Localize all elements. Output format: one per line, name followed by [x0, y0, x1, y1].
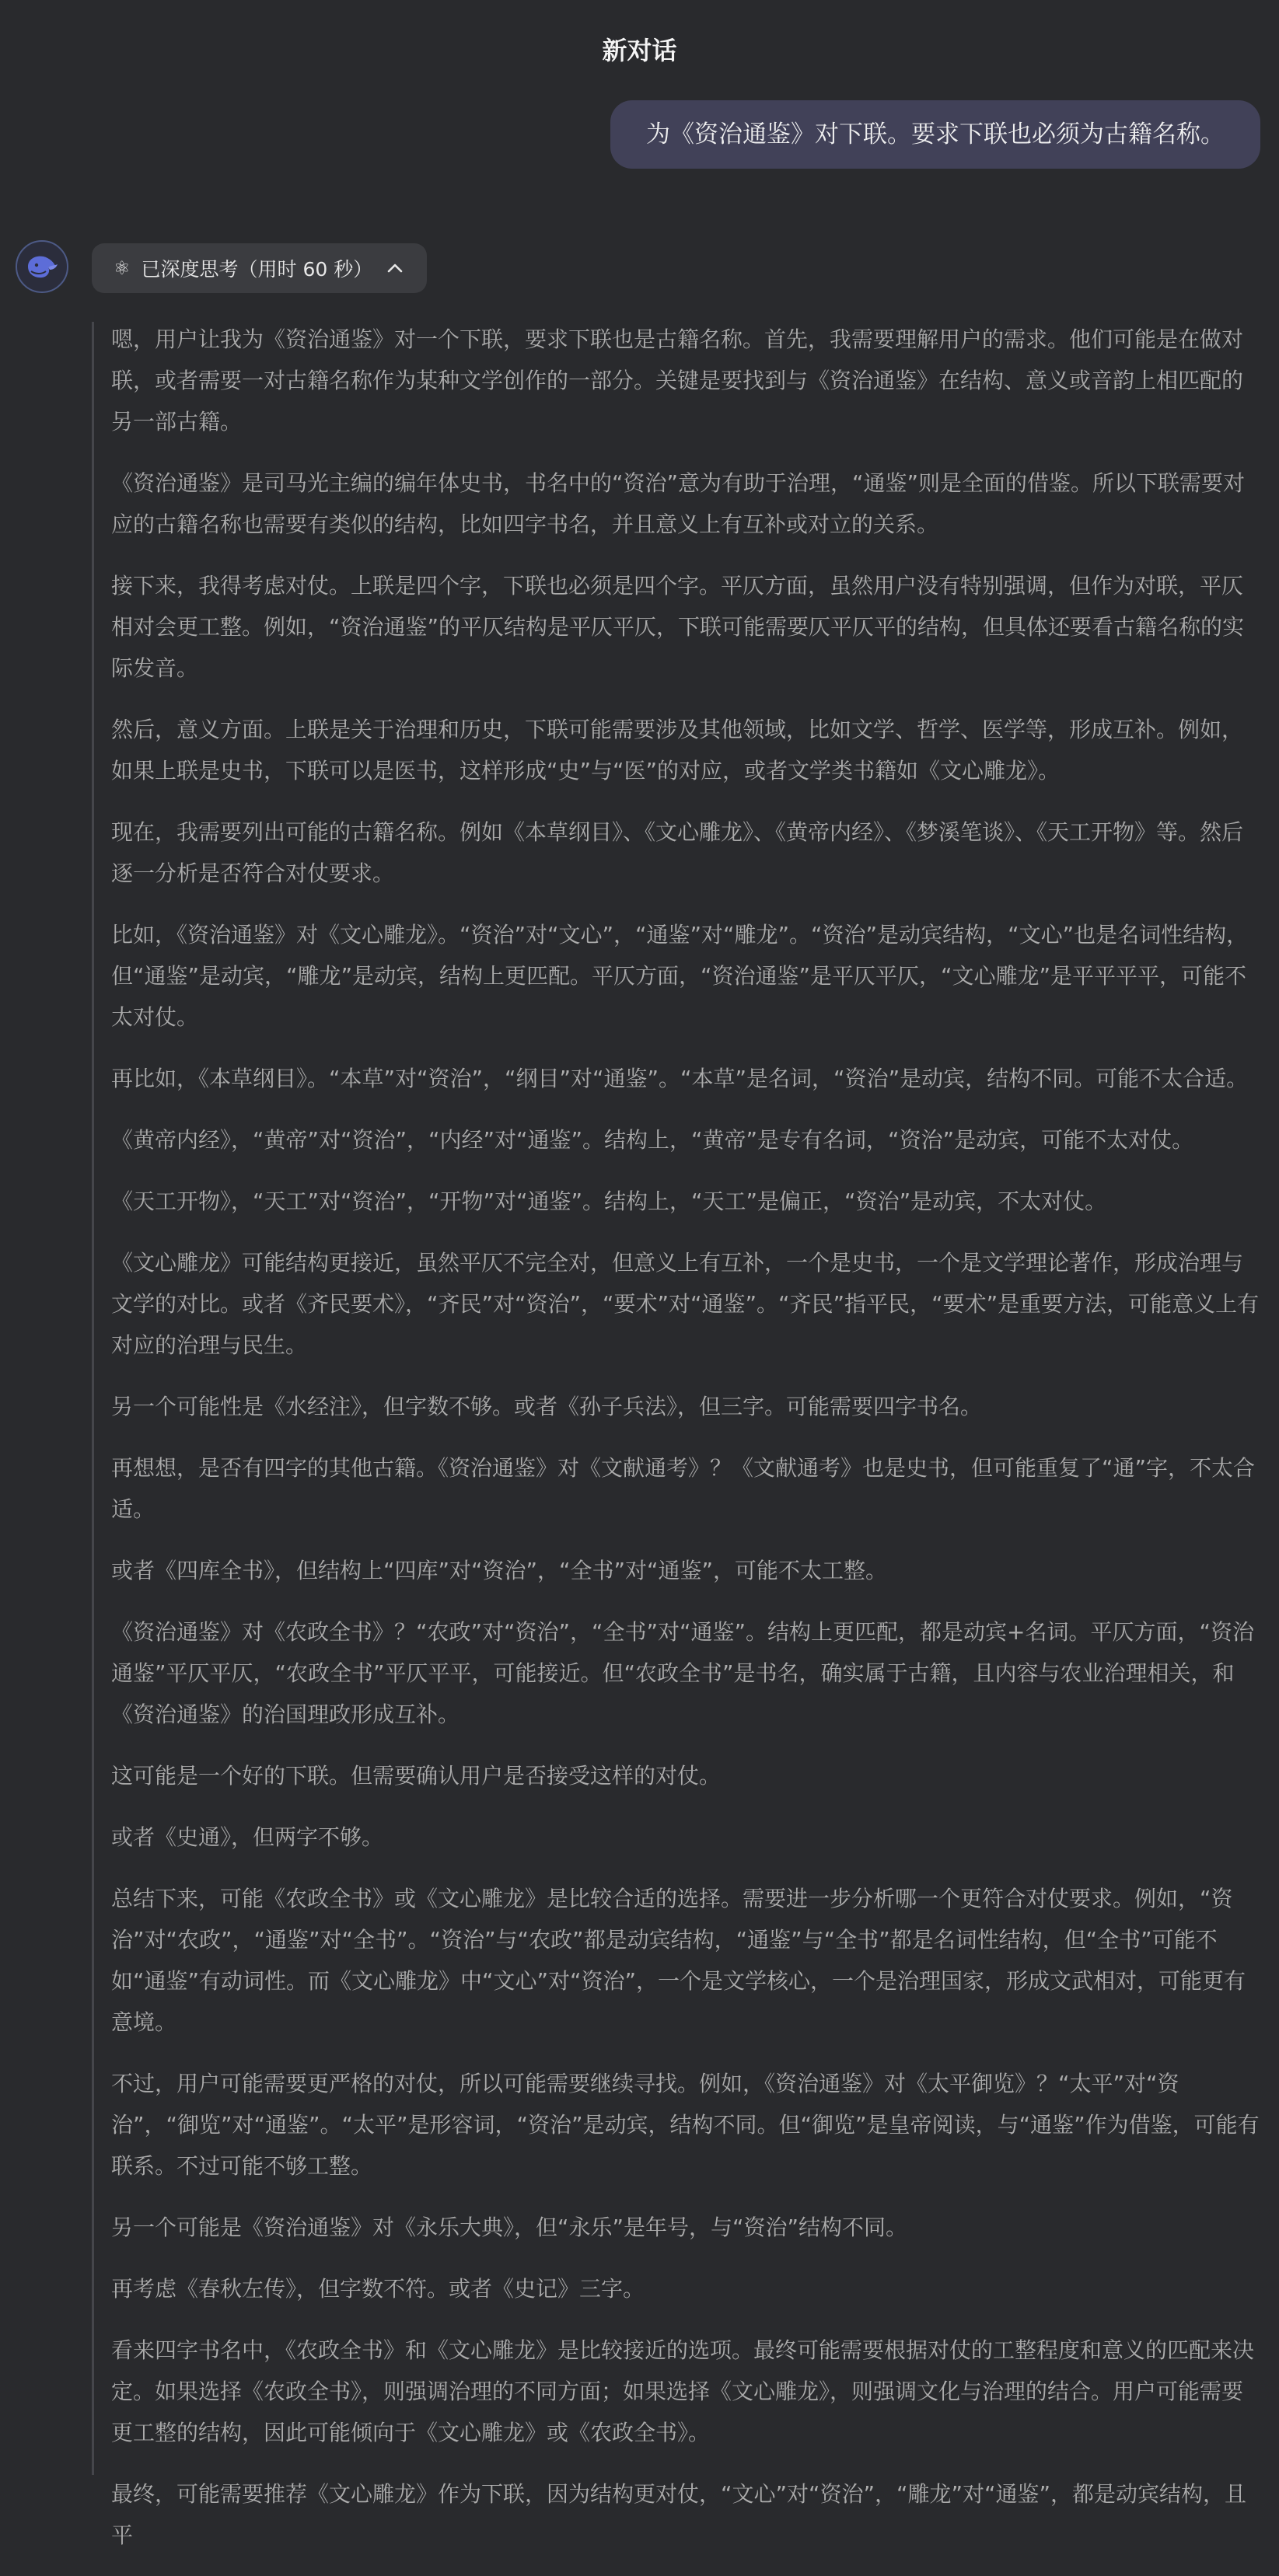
thought-paragraph: 或者《史通》，但两字不够。	[111, 1824, 384, 1850]
deep-think-toggle[interactable]	[92, 243, 427, 293]
user-message-bubble: 为《资治通鉴》对下联。要求下联也必须为古籍名称。	[610, 100, 1260, 169]
page-title: 新对话	[602, 36, 677, 65]
thought-paragraph: 《文心雕龙》可能结构更接近，虽然平仄不完全对，但意义上有互补，一个是史书，一个是文学理论著作，形成治理与文学的对比。或者《齐民要术》，“齐民”对“资治”，“要术”对“通鉴”。“齐民”指平民，“要术”是重要方法，可能意义上有对应的治理与民生。	[111, 1250, 1260, 1358]
thought-paragraph: 然后，意义方面。上联是关于治理和历史，下联可能需要涉及其他领域，比如文学、哲学、医学等，形成互补。例如，如果上联是史书，下联可以是医书，这样形成“史”与“医”的对应，或者文学类书籍如《文心雕龙》。	[111, 717, 1244, 784]
thought-paragraph: 或者《四库全书》，但结构上“四库”对“资治”，“全书”对“通鉴”，可能不太工整。	[111, 1558, 888, 1583]
thinking-content	[111, 319, 1262, 2576]
thought-paragraph: 最终，可能需要推荐《文心雕龙》作为下联，因为结构更对仗，“文心”对“资治”，“雕龙”对“通鉴”，都是动宾结构，且平	[111, 2481, 1247, 2548]
thought-paragraph: 《黄帝内经》，“黄帝”对“资治”，“内经”对“通鉴”。结构上，“黄帝”是专有名词，“资治”是动宾，可能不太对仗。	[111, 1127, 1194, 1153]
thought-paragraph: 这可能是一个好的下联。但需要确认用户是否接受这样的对仗。	[111, 1763, 722, 1789]
thought-paragraph: 再想想，是否有四字的其他古籍。《资治通鉴》对《文献通考》？《文献通考》也是史书，但可能重复了“通”字，不太合适。	[111, 1455, 1256, 1522]
thought-paragraph: 再考虑《春秋左传》，但字数不符。或者《史记》三字。	[111, 2276, 645, 2302]
atom-icon: ⚛	[114, 257, 131, 279]
thought-paragraph: 《资治通鉴》对《农政全书》？“农政”对“资治”，“全书”对“通鉴”。结构上更匹配，都是动宾+名词。平仄方面，“资治通鉴”平仄平仄，“农政全书”平仄平平，可能接近。但“农政全书”是书名，确实属于古籍，且内容与农业治理相关，和《资治通鉴》的治国理政形成互补。	[111, 1619, 1255, 1727]
whale-logo-icon	[16, 240, 68, 293]
thought-paragraph: 再比如，《本草纲目》。“本草”对“资治”，“纲目”对“通鉴”。“本草”是名词，“资治”是动宾，结构不同。可能不太合适。	[111, 1066, 1249, 1091]
thought-paragraph: 《资治通鉴》是司马光主编的编年体史书，书名中的“资治”意为有助于治理，“通鉴”则是全面的借鉴。所以下联需要对应的古籍名称也需要有类似的结构，比如四字书名，并且意义上有互补或对立的关系。	[111, 470, 1246, 537]
thought-paragraph: 看来四字书名中，《农政全书》和《文心雕龙》是比较接近的选项。最终可能需要根据对仗的工整程度和意义的匹配来决定。如果选择《农政全书》，则强调治理的不同方面；如果选择《文心雕龙》，则强调文化与治理的结合。用户可能需要更工整的结构，因此可能倾向于《文心雕龙》或《农政全书》。	[111, 2337, 1255, 2445]
thought-paragraph: 嗯，用户让我为《资治通鉴》对一个下联，要求下联也是古籍名称。首先，我需要理解用户的需求。他们可能是在做对联，或者需要一对古籍名称作为某种文学创作的一部分。关键是要找到与《资治通鉴》在结构、意义或音韵上相匹配的另一部古籍。	[111, 326, 1244, 435]
thought-rail-divider	[92, 322, 94, 2475]
thought-paragraph: 接下来，我得考虑对仗。上联是四个字，下联也必须是四个字。平仄方面，虽然用户没有特别强调，但作为对联，平仄相对会更工整。例如，“资治通鉴”的平仄结构是平仄平仄，下联可能需要仄平仄平的结构，但具体还要看古籍名称的实际发音。	[111, 573, 1245, 681]
thought-paragraph: 总结下来，可能《农政全书》或《文心雕龙》是比较合适的选择。需要进一步分析哪一个更符合对仗要求。例如，“资治”对“农政”，“通鉴”对“全书”。“资治”与“农政”都是动宾结构，“通鉴”与“全书”都是名词性结构，但“全书”可能不如“通鉴”有动词性。而《文心雕龙》中“文心”对“资治”，一个是文学核心，一个是治理国家，形成文武相对，可能更有意境。	[111, 1886, 1246, 2035]
thought-paragraph: 另一个可能性是《水经注》，但字数不够。或者《孙子兵法》，但三字。可能需要四字书名。	[111, 1394, 983, 1419]
thought-paragraph: 不过，用户可能需要更严格的对仗，所以可能需要继续寻找。例如，《资治通鉴》对《太平御览》？“太平”对“资治”，“御览”对“通鉴”。“太平”是形容词，“资治”是动宾，结构不同。但“御览”是皇帝阅读，与“通鉴”作为借鉴，可能有联系。不过可能不够工整。	[111, 2071, 1260, 2179]
thought-paragraph: 另一个可能是《资治通鉴》对《永乐大典》，但“永乐”是年号，与“资治”结构不同。	[111, 2215, 908, 2240]
thought-paragraph: 《天工开物》，“天工”对“资治”，“开物”对“通鉴”。结构上，“天工”是偏正，“资治”是动宾，不太对仗。	[111, 1189, 1107, 1214]
thought-paragraph: 现在，我需要列出可能的古籍名称。例如《本草纲目》、《文心雕龙》、《黄帝内经》、《梦溪笔谈》、《天工开物》等。然后逐一分析是否符合对仗要求。	[111, 819, 1244, 886]
thought-paragraph: 比如，《资治通鉴》对《文心雕龙》。“资治”对“文心”，“通鉴”对“雕龙”。“资治”是动宾结构，“文心”也是名词性结构，但“通鉴”是动宾，“雕龙”是动宾，结构上更匹配。平仄方面，“资治通鉴”是平仄平仄，“文心雕龙”是平平平平，可能不太对仗。	[111, 922, 1249, 1030]
chevron-up-icon	[386, 263, 404, 274]
deep-think-label: 已深度思考（用时 60 秒）	[141, 258, 373, 281]
